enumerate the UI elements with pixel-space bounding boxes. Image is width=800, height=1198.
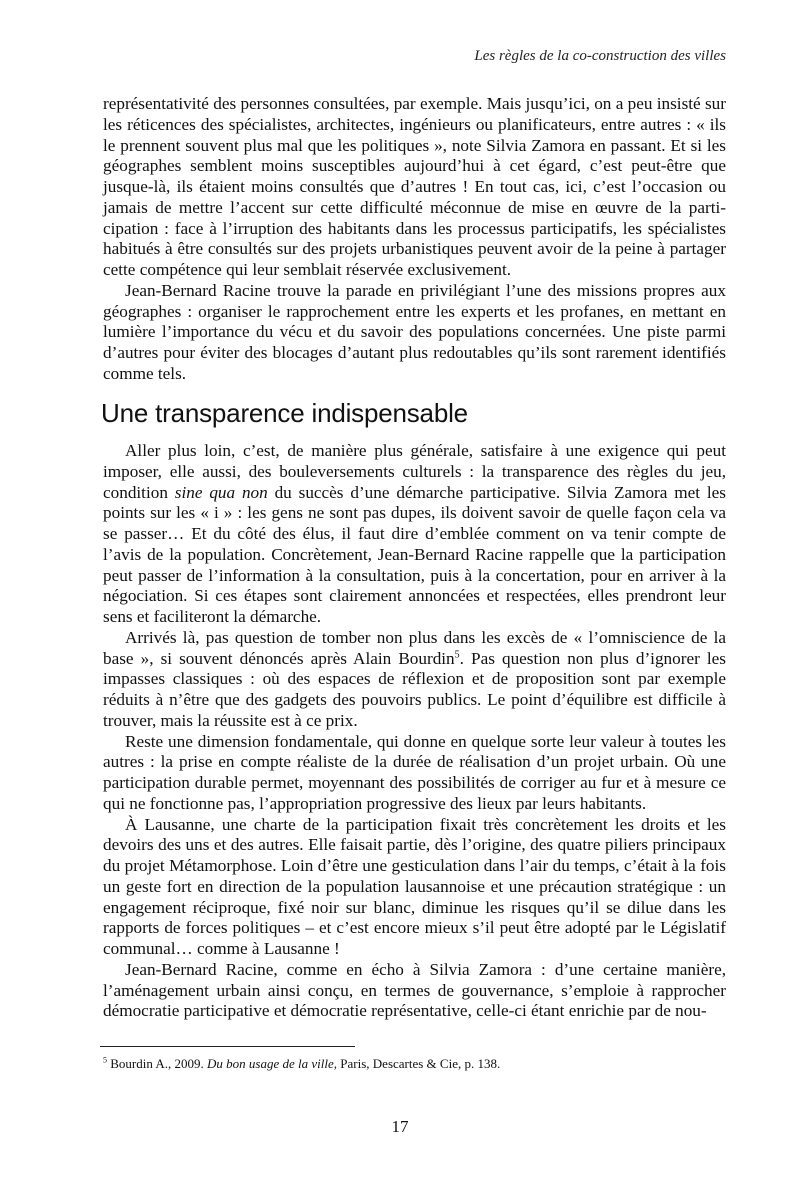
footnote-reference[interactable]: 5: [454, 648, 460, 660]
running-head: Les règles de la co-construction des villes: [474, 48, 726, 64]
footnote-text: , Paris, Descartes & Cie, p. 138.: [333, 1056, 501, 1071]
paragraph: représentativité des personnes consultées, par exemple. Mais jusqu’ici, on a peu insisté sur les réticences des spécialistes, architectes, ingénieurs ou planificateurs, entre autres : « ils le prennent souvent plus mal que les politiques », note Silvia Zamora en passant. Et si les géographes semblent moins susceptibles aujourd’hui à cet égard, c’est peut-être que jusque-là, ils étaient moins consultés que d’autres ! En tout cas, ici, c’est l’occasion ou jamais de mettre l’accent sur cette difficulté méconnue de mise en œuvre de la participation : face à l’irruption des habitants dans les processus participatifs, les spécialistes habitués à être consultés sur des projets urbanistiques peuvent avoir de la peine à partager cette compétence qui leur semblait réservée exclusivement.: [103, 94, 726, 279]
section-1-body: [103, 94, 726, 385]
footnote-marker: 5: [103, 1055, 107, 1065]
paragraph-text: du succès d’une démarche participative. Silvia Zamora met les points sur les « i » : les gens ne sont pas dupes, ils doivent savoir de quelle façon cela va se passer… Et du côté des élus, il faut dire d’emblée comment on va tenir compte de l’avis de la population. Concrètement, Jean-Bernard Racine rappelle que la participation peut passer de l’information à la consultation, puis à la concertation, pour en arriver à la négociation. Si ces étapes sont clairement annoncées et respectées, elles prendront leur sens et faciliteront la démarche.: [103, 482, 726, 626]
paragraph: Jean-Bernard Racine, comme en écho à Silvia Zamora : d’une certaine manière, l’aménagement urbain ainsi conçu, en termes de gouvernance, s’emploie à rapprocher démocratie participative et démocratie représentative, celle-ci étant enrichie par de nou-: [103, 959, 726, 1021]
footnote-divider: [100, 1046, 355, 1047]
paragraph: [103, 628, 726, 732]
paragraph: Reste une dimension fondamentale, qui donne en quelque sorte leur valeur à toutes les autres : la prise en compte réaliste de la durée de réalisation d’un projet urbain. Où une participation durable permet, moyennant des possibilités de corriger au fur et à mesure ce qui ne fonctionne pas, l’appropriation progressive des lieux par leurs habitants.: [103, 731, 726, 813]
paragraph-text: . Pas question non plus d’ignorer les impasses classiques : où des espaces de réflexion et de proposition sont par exemple réduits à n’être que des gadgets des pouvoirs publics. Le point d’équilibre est difficile à trouver, mais la réussite est à ce prix.: [103, 648, 726, 730]
paragraph-text: Arrivés là, pas question de tomber non plus dans les excès de « l’omniscience de la base », si souvent dénoncés après Alain Bourdin: [103, 627, 726, 668]
footnote: [103, 1056, 726, 1072]
paragraph: À Lausanne, une charte de la participation fixait très concrètement les droits et les devoirs des uns et des autres. Elle faisait partie, dès l’origine, des quatre piliers principaux du projet Métamorphose. Loin d’être une gesticulation dans l’air du temps, c’était à la fois un geste fort en direction de la population lausannoise et une précaution stratégique : un engagement réciproque, fixé noir sur blanc, diminue les risques qu’il se dilue dans les rapports de forces politiques – et c’est encore mieux s’il peut être adopté par le Législatif communal… comme à Lausanne !: [103, 814, 726, 958]
section-heading: Une transparence indispensable: [101, 398, 468, 428]
page-number: 17: [391, 1117, 409, 1136]
paragraph: [103, 441, 726, 628]
section-2-body: [103, 441, 726, 1022]
paragraph: Jean-Bernard Racine trouve la parade en privilégiant l’une des missions propres aux géographes : organiser le rapprochement entre les experts et les profanes, en mettant en lumière l’importance du vécu et du savoir des populations concernées. Une piste parmi d’autres pour éviter des blocages d’autant plus redoutables qu’ils sont rarement identifiés comme tels.: [103, 280, 726, 383]
paragraph-text: Aller plus loin, c’est, de manière plus générale, satisfaire à une exigence qui peut imposer, elle aussi, des bouleversements culturels : la transparence des règles du jeu, condition: [103, 441, 726, 502]
footnote-text: Bourdin A., 2009.: [107, 1056, 208, 1071]
italic-phrase: sine qua non: [174, 482, 268, 502]
footnote-title: Du bon usage de la ville: [207, 1056, 334, 1071]
